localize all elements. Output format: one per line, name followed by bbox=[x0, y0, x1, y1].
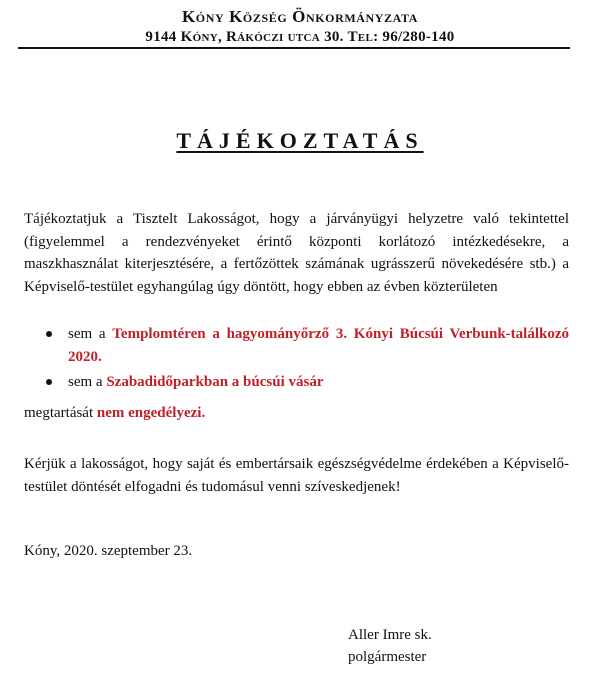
decision-highlight: nem engedélyezi. bbox=[96, 405, 206, 421]
decision-paragraph bbox=[24, 402, 569, 425]
organization-name: Kóny Község Önkormányzata bbox=[181, 7, 419, 26]
header-divider bbox=[18, 47, 570, 49]
list-item-prefix: sem a bbox=[68, 374, 107, 390]
list-item bbox=[24, 323, 569, 368]
intro-paragraph: Tájékoztatjuk a Tisztelt Lakosságot, hogy a járványügyi helyzetre való tekintettel (figyelemmel a rendezvényeket érintő központi korlátozó intézkedésekre, a maszkhasználat kiterjesztésére, a fertőzöttek számának ugrásszerű növekedésére stb.) a Képviselő-testület egyhangúlag úgy döntött, hogy ebben az évben közterületen bbox=[24, 211, 569, 295]
list-item-highlight: Szabadidőparkban a búcsúi vásár bbox=[106, 374, 324, 390]
signatory-title: polgármester bbox=[348, 649, 427, 665]
bullet-icon bbox=[46, 331, 52, 337]
request-paragraph: Kérjük a lakosságot, hogy saját és embertársaik egészségvédelme érdekében a Képviselő-testület döntését elfogadni és tudomásul venni szíveskedjenek! bbox=[24, 456, 569, 495]
list-item-highlight: Templomtéren a hagyományőrző 3. Kónyi Búcsúi Verbunk-találkozó 2020. bbox=[68, 326, 569, 365]
signature-block bbox=[348, 624, 432, 668]
signatory-name: Aller Imre sk. bbox=[348, 627, 432, 643]
bullet-icon bbox=[46, 379, 52, 385]
organization-address: 9144 Kóny, Rákóczi utca 30. Tel: 96/280-140 bbox=[145, 29, 455, 45]
list-item-prefix: sem a bbox=[68, 326, 113, 342]
document-date: Kóny, 2020. szeptember 23. bbox=[24, 543, 193, 559]
list-item bbox=[24, 371, 569, 394]
decision-prefix: megtartását bbox=[24, 405, 97, 421]
document-title: TÁJÉKOZTATÁS bbox=[176, 128, 424, 153]
bullet-list bbox=[24, 323, 569, 397]
